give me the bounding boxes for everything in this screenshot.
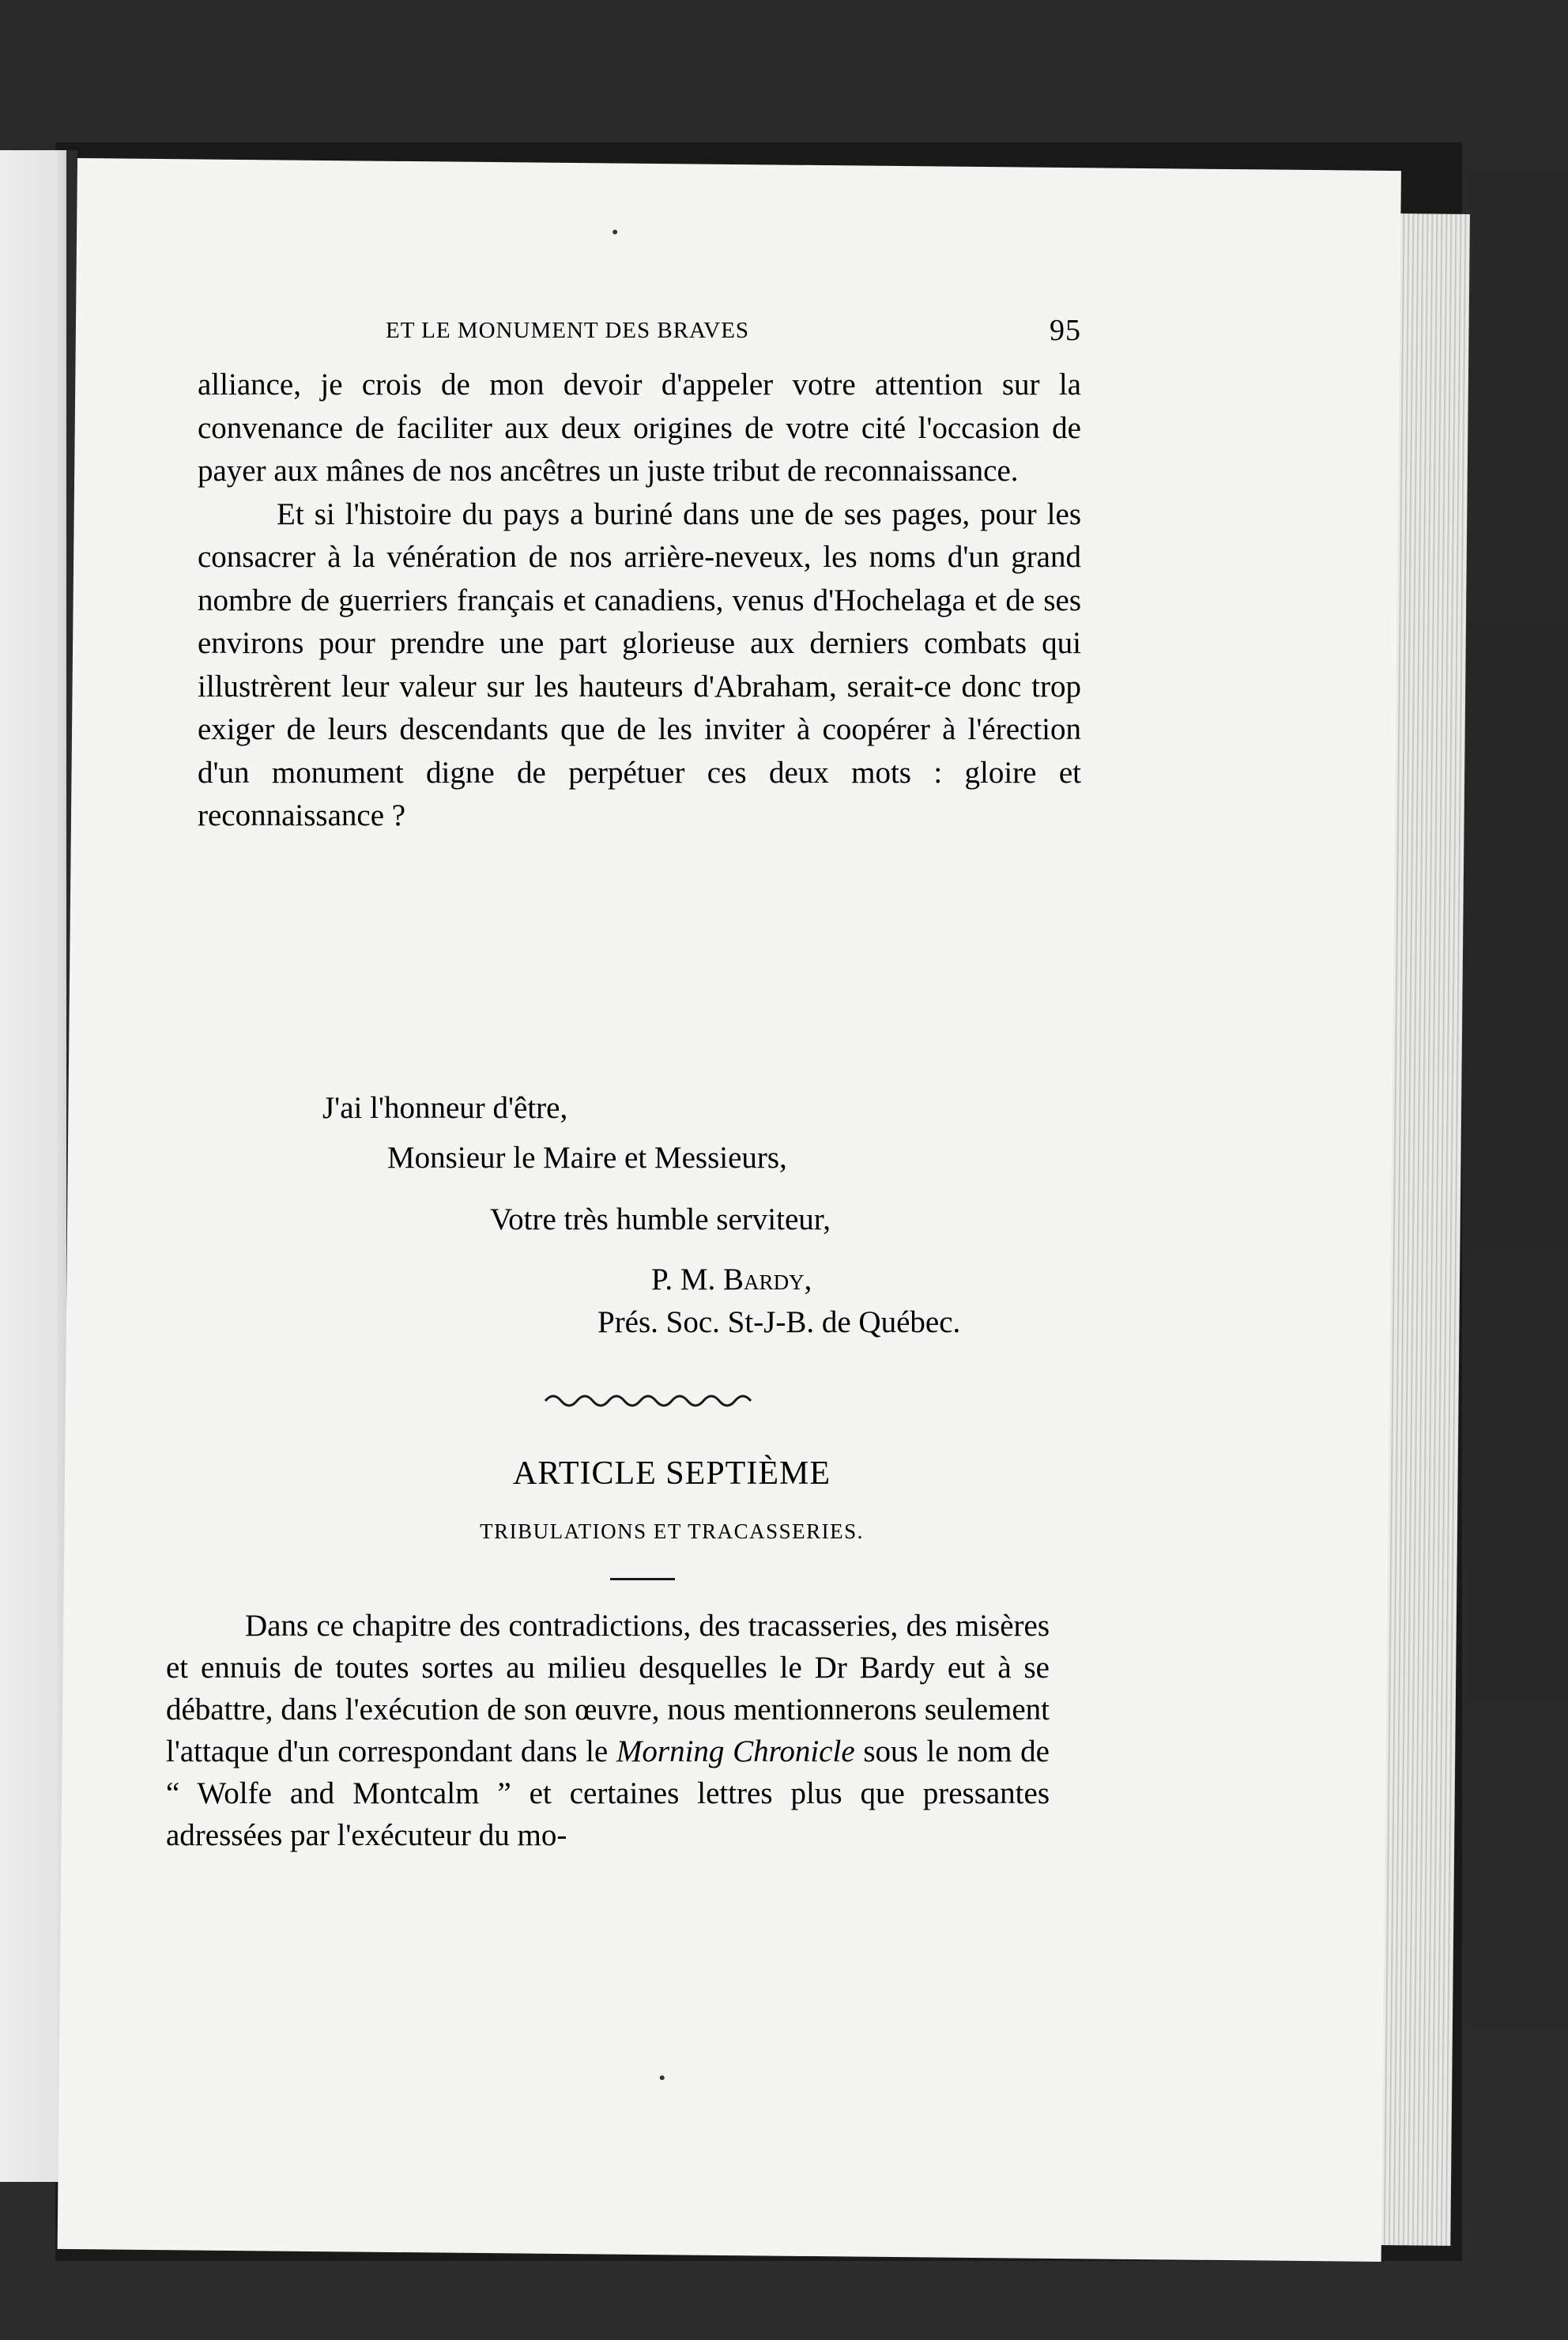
letter-body xyxy=(198,364,1081,838)
speck-mark xyxy=(612,230,617,235)
left-page-edge xyxy=(0,150,70,2182)
section-rule xyxy=(610,1578,675,1580)
article-body xyxy=(166,1605,1050,1856)
text-run: sous le nom de “ Wolfe and Montcalm ” et certaines lettres plus que pressantes adressées par l'exécuteur du mo- xyxy=(166,1734,1050,1852)
paragraph: alliance, je crois de mon devoir d'appeler votre attention sur la convenance de faciliter aux deux origines de votre cité l'occasion de payer aux mânes de nos ancêtres un juste tribut de reconnaissance. xyxy=(198,368,1081,488)
closing-salutation: J'ai l'honneur d'être, xyxy=(322,1091,568,1125)
paragraph: Et si l'histoire du pays a buriné dans une de ses pages, pour les consacrer à la vénération de nos arrière-neveux, les noms d'un grand nombre de guerriers français et canadiens, venus d'Hochelaga et de ses environs pour prendre une part glorieuse aux derniers combats qui illustrèrent leur valeur sur les hauteurs d'Abraham, serait-ce donc trop exiger de leurs descendants que de les inviter à coopérer à l'érection d'un monument digne de perpétuer ces deux mots : gloire et reconnaissance ? xyxy=(198,496,1081,832)
paragraph xyxy=(166,1605,1050,1856)
closing-address: Monsieur le Maire et Messieurs, xyxy=(387,1141,787,1175)
running-header xyxy=(386,313,1081,353)
closing-humble: Votre très humble serviteur, xyxy=(490,1202,831,1236)
signature-title: Prés. Soc. St-J-B. de Québec. xyxy=(597,1305,961,1339)
article-title: ARTICLE SEPTIÈME xyxy=(513,1455,831,1492)
signature-name xyxy=(651,1259,812,1301)
signature-text: P. M. Bardy, xyxy=(651,1262,812,1296)
decorative-ornament xyxy=(541,1383,763,1415)
newspaper-title: Morning Chronicle xyxy=(616,1734,855,1768)
text-run: Dans ce chapitre des contradictions, des tracasseries, des misères et ennuis de toutes sortes au milieu desquelles le Dr Bardy eut à se débattre, dans l'exécution de son œuvre, nous mentionnerons seulement l'attaque d'un correspondant dans le xyxy=(166,1609,1050,1768)
page-number: 95 xyxy=(1050,314,1081,347)
article-subtitle: TRIBULATIONS ET TRACASSERIES. xyxy=(480,1519,864,1543)
speck-mark xyxy=(660,2075,665,2080)
running-title: ET LE MONUMENT DES BRAVES xyxy=(386,318,750,343)
